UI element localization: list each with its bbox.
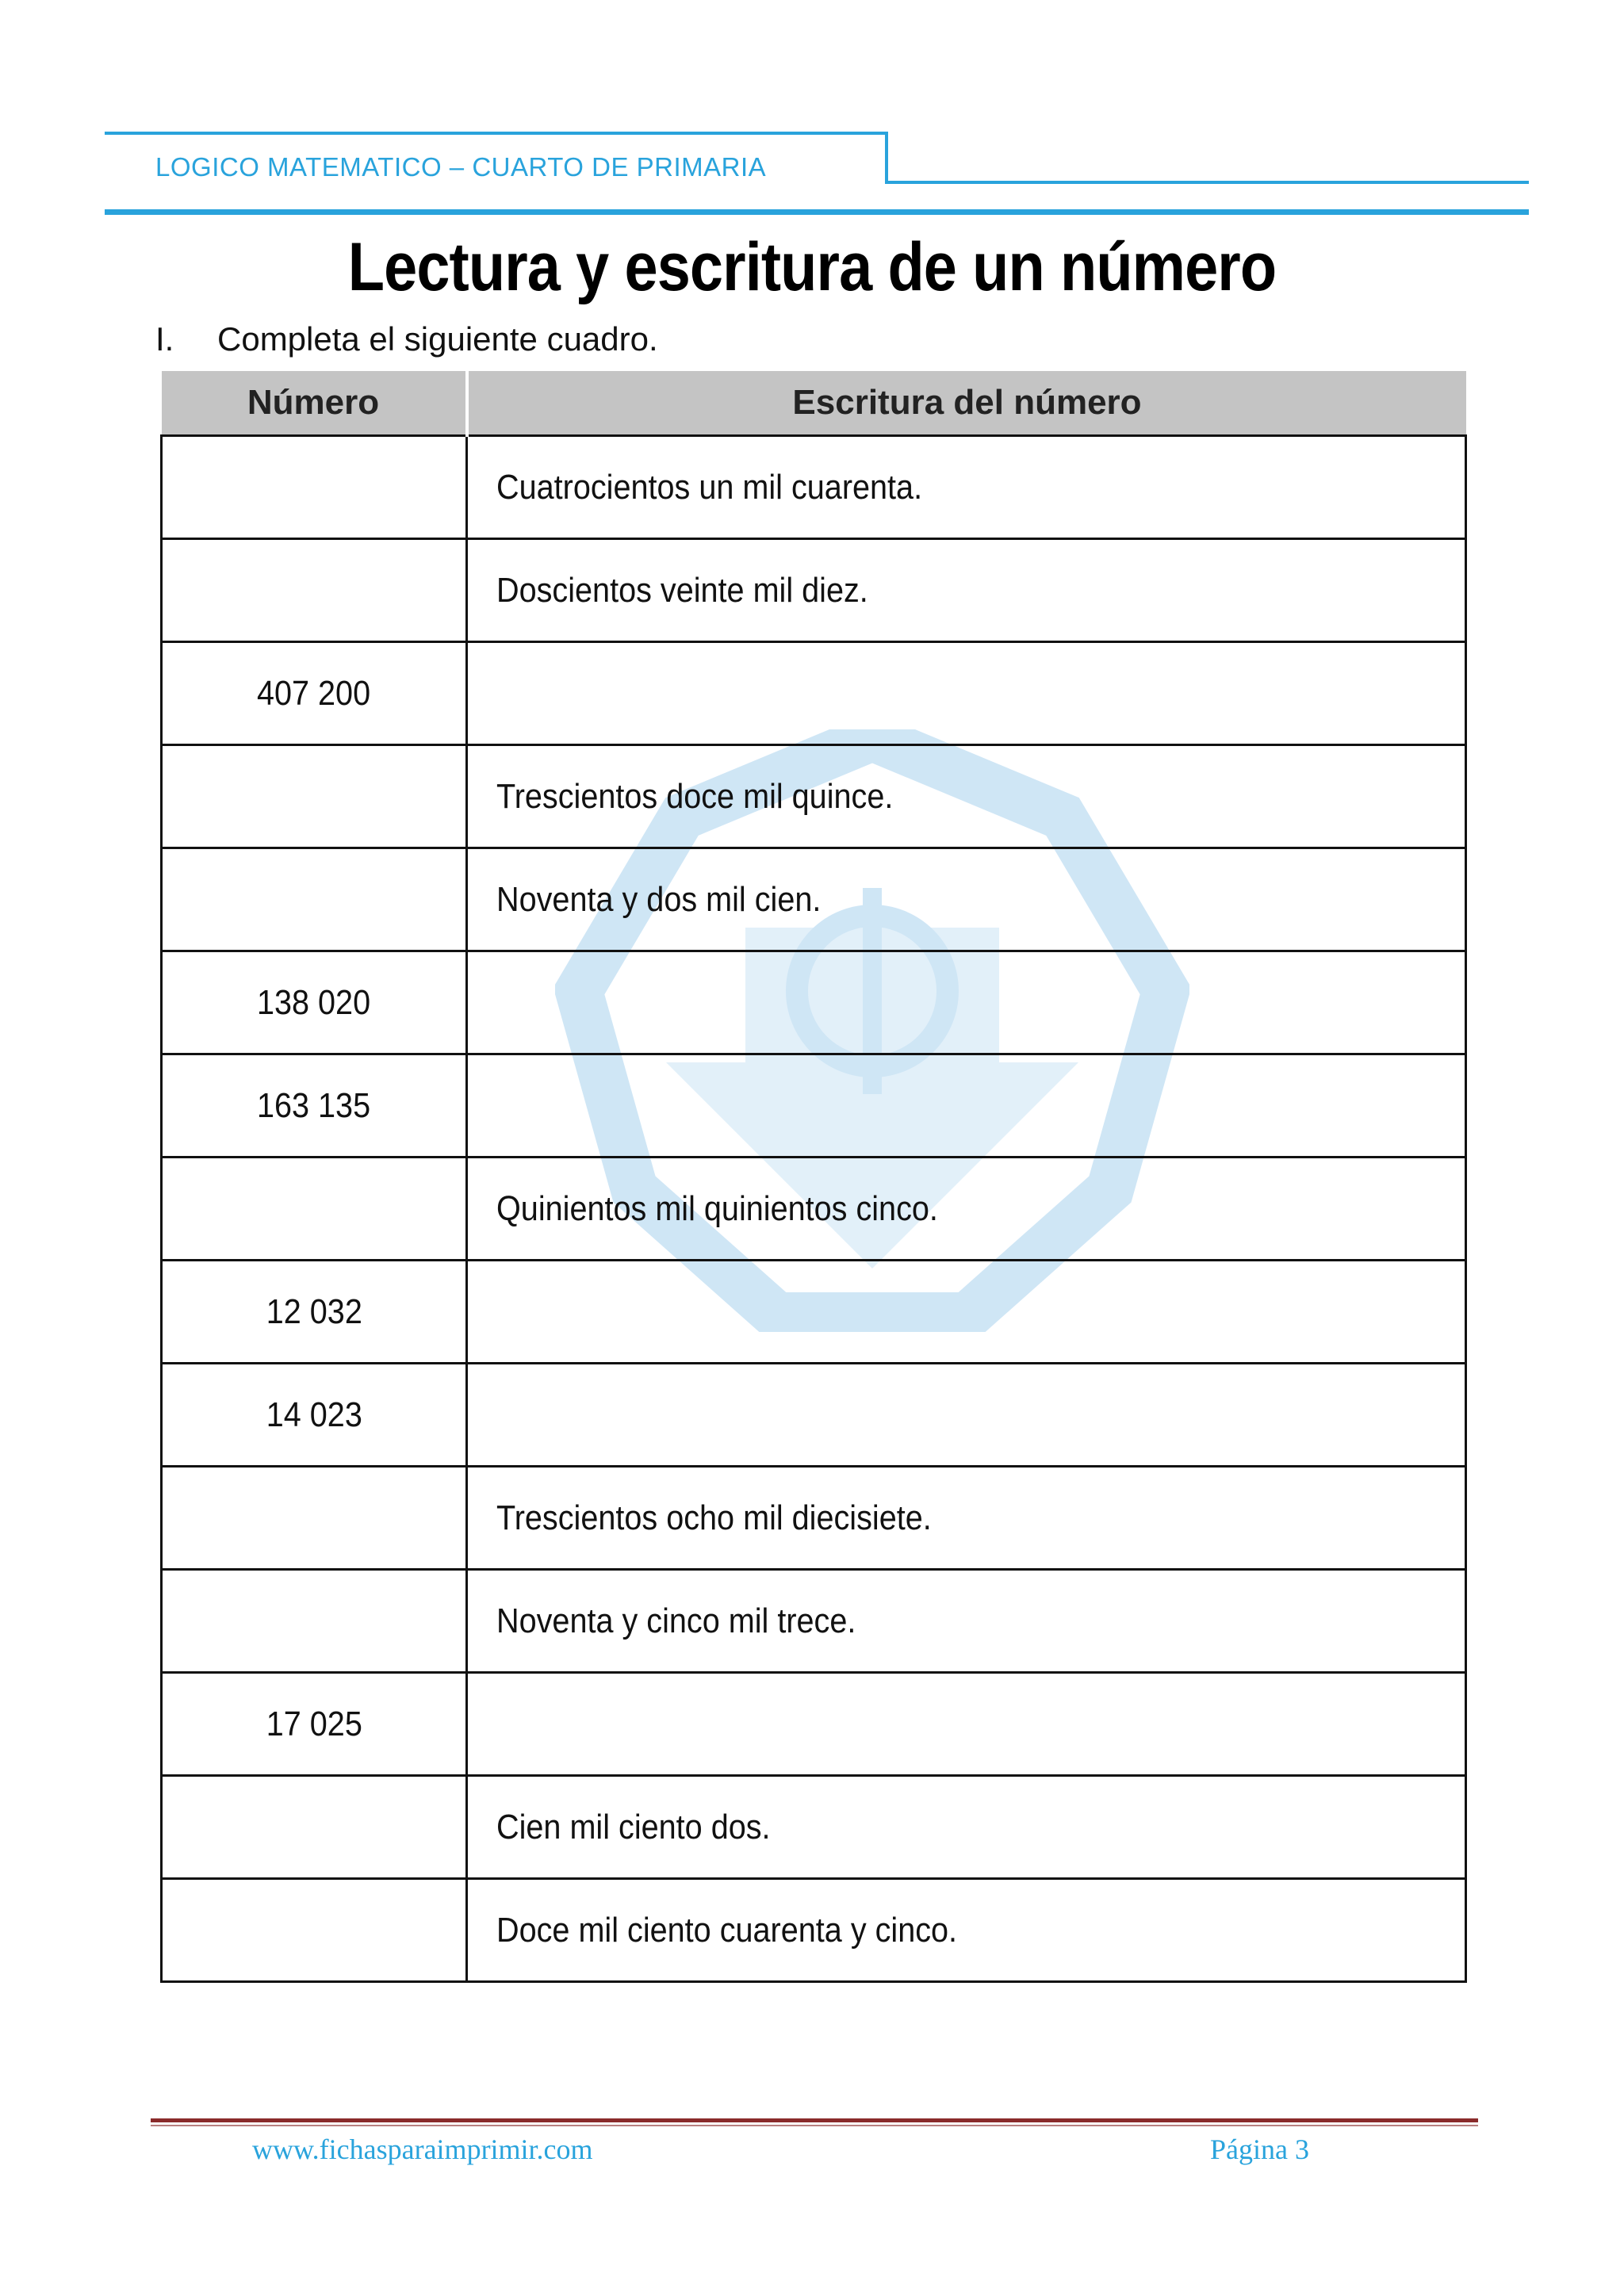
- table-row: [162, 1261, 1466, 1364]
- table-row: [162, 1879, 1466, 1982]
- table-row: [162, 1158, 1466, 1261]
- cell-text[interactable]: Trescientos ocho mil diecisiete.: [467, 1467, 1466, 1570]
- cell-text[interactable]: Noventa y dos mil cien.: [467, 848, 1466, 951]
- table-row: [162, 1570, 1466, 1673]
- cell-text[interactable]: Doscientos veinte mil diez.: [467, 539, 1466, 642]
- cell-number[interactable]: 17 025: [162, 1673, 467, 1776]
- table-row: [162, 642, 1466, 745]
- cell-number[interactable]: [162, 1776, 467, 1879]
- header-rule-bottom: [105, 209, 1529, 215]
- footer-url-link[interactable]: www.fichasparaimprimir.com: [252, 2133, 593, 2165]
- header-numero: Número: [162, 371, 467, 436]
- cell-text[interactable]: [467, 642, 1466, 745]
- footer-rule: [151, 2118, 1478, 2122]
- cell-number[interactable]: [162, 1879, 467, 1982]
- table-header-row: [162, 371, 1466, 436]
- cell-number[interactable]: 12 032: [162, 1261, 467, 1364]
- cell-number[interactable]: [162, 745, 467, 848]
- table-row: [162, 1776, 1466, 1879]
- cell-number[interactable]: [162, 1467, 467, 1570]
- table-row: [162, 848, 1466, 951]
- cell-number[interactable]: 163 135: [162, 1054, 467, 1158]
- cell-text[interactable]: [467, 1054, 1466, 1158]
- number-table: [160, 371, 1467, 1983]
- cell-text[interactable]: [467, 1673, 1466, 1776]
- cell-number[interactable]: 407 200: [162, 642, 467, 745]
- table-row: [162, 745, 1466, 848]
- page-title: Lectura y escritura de un número: [347, 229, 1277, 305]
- instruction-number: I.: [155, 320, 174, 358]
- table-row: [162, 1673, 1466, 1776]
- header-text: LOGICO MATEMATICO – CUARTO DE PRIMARIA: [155, 152, 767, 182]
- header-escritura: Escritura del número: [467, 371, 1466, 436]
- cell-number[interactable]: [162, 436, 467, 539]
- table-row: [162, 436, 1466, 539]
- cell-text[interactable]: Noventa y cinco mil trece.: [467, 1570, 1466, 1673]
- table-row: [162, 951, 1466, 1054]
- cell-text[interactable]: Cien mil ciento dos.: [467, 1776, 1466, 1879]
- table-row: [162, 539, 1466, 642]
- header-rule-right: [885, 181, 1529, 184]
- table-row: [162, 1467, 1466, 1570]
- instruction: [155, 320, 658, 358]
- header-rule-step: [885, 132, 888, 184]
- cell-text[interactable]: Trescientos doce mil quince.: [467, 745, 1466, 848]
- cell-number[interactable]: [162, 539, 467, 642]
- cell-text[interactable]: [467, 1364, 1466, 1467]
- instruction-text: Completa el siguiente cuadro.: [217, 320, 658, 358]
- table-row: [162, 1364, 1466, 1467]
- cell-text[interactable]: Quinientos mil quinientos cinco.: [467, 1158, 1466, 1261]
- cell-number[interactable]: [162, 848, 467, 951]
- page-number: Página 3: [1210, 2133, 1309, 2165]
- footer-rule-thin: [151, 2125, 1478, 2126]
- table-row: [162, 1054, 1466, 1158]
- cell-text[interactable]: Doce mil ciento cuarenta y cinco.: [467, 1879, 1466, 1982]
- cell-text[interactable]: [467, 951, 1466, 1054]
- cell-number[interactable]: [162, 1570, 467, 1673]
- cell-number[interactable]: 138 020: [162, 951, 467, 1054]
- header-rule-top: [105, 132, 888, 135]
- cell-number[interactable]: [162, 1158, 467, 1261]
- cell-text[interactable]: Cuatrocientos un mil cuarenta.: [467, 436, 1466, 539]
- cell-number[interactable]: 14 023: [162, 1364, 467, 1467]
- cell-text[interactable]: [467, 1261, 1466, 1364]
